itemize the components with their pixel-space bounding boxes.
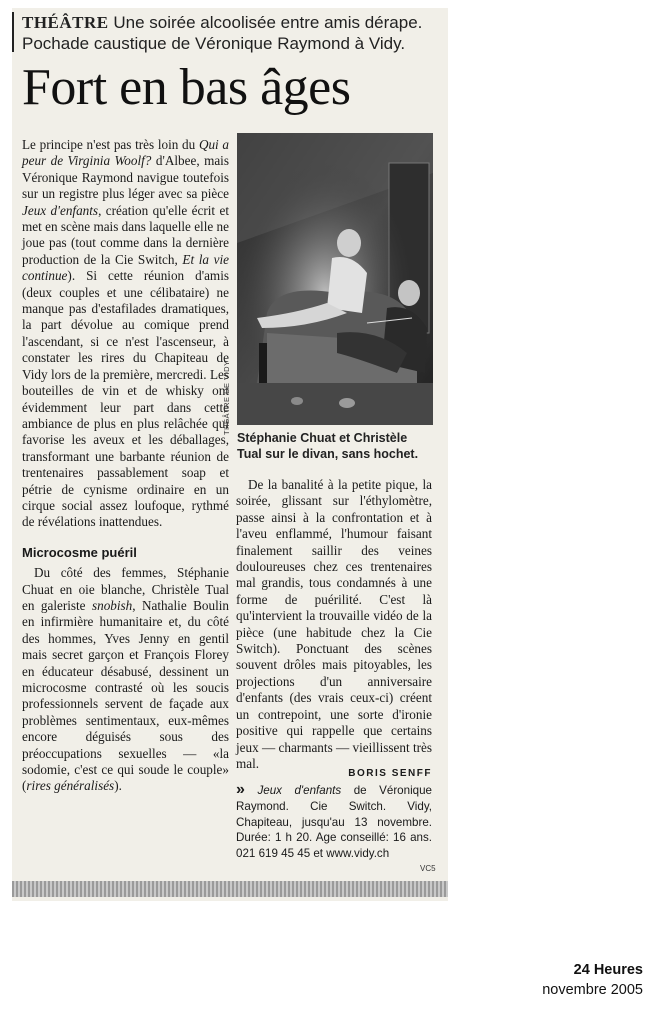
title-et-la-vie-continue: Et la vie continue: [22, 251, 229, 284]
publication-name: 24 Heures: [573, 962, 643, 978]
subhead: Microcosme puéril: [22, 544, 137, 560]
info-box: [236, 783, 432, 862]
photo-credit: THÉÂTRE DE VIDY: [222, 360, 231, 435]
source-note: [542, 960, 643, 1000]
section-label: THÉÂTRE: [22, 13, 109, 32]
headline: Fort en bas âges: [22, 59, 351, 116]
kicker-line2: Pochade caustique de Véronique Raymond à Vidy.: [22, 34, 406, 53]
title-virginia-woolf: Qui a peur de Virginia Woolf?: [22, 137, 230, 169]
kicker-line1: Une soirée alcoolisée entre amis dérape.: [108, 13, 423, 32]
info-title: Jeux d'enfants: [257, 784, 342, 797]
kicker-rule: [12, 12, 14, 52]
scan-edge: [12, 881, 448, 897]
page-marker: VC5: [420, 864, 436, 873]
author-byline: BORIS SENFF: [348, 768, 432, 779]
article-column-left: [22, 137, 229, 795]
publication-date: novembre 2005: [542, 982, 643, 998]
paragraph-intro: Le principe n'est pas très loin du Qui a peur de Virginia Woolf? d'Albee, mais Véronique Raymond navigue toutefois sur un registre plus léger avec sa pièce Jeux d'enfants, création qu'elle écrit et met en scène mais dans laquelle elle ne joue pas (tout comme dans la dernière production de la Cie Switch, Et la vie continue). Si cette réunion d'amis (deux couples et une célibataire) ne manque pas d'estafilades dramatiques, la part dévolue au comique prend l'ascendant, si ce n'est l'ascenseur, à constater les rires du Chapiteau de Vidy lors de la première, mercredi. Les bouteilles de vin et de whisky ont évidemment leur part dans cette ambiance de plus en plus relâchée qui favorise les aveux et les déballages, transformant une barbante réunion de trentenaires passablement soap et pétrie de cynisme ordinaire en un cirque social assez loufoque, rythmé de révélations inattendues.: [22, 137, 230, 530]
kicker: [22, 12, 442, 54]
chevron-icon: »: [236, 781, 245, 798]
production-photo: [237, 133, 433, 425]
title-jeux-enfants: Jeux d'enfants: [22, 202, 99, 218]
article-column-right: [236, 477, 432, 772]
photo-caption: Stéphanie Chuat et Christèle Tual sur le divan, sans hochet.: [237, 431, 419, 461]
paragraph-conclusion: De la banalité à la petite pique, la soirée, glissant sur l'éthylomètre, passe ainsi à la confrontation et à l'aveu enflammé, l'humour faisant finalement saillir des veines douloureuses chez ces trentenaires mal grandis, tous condamnés à une forme de puérilité. C'est là qu'intervient la trouvaille vidéo de la pièce (une habitude chez la Cie Switch). Ponctuant des scènes souvent drôles mais pitoyables, les projections d'un anniversaire d'enfants (des vrais ceux-ci) créent un contrepoint, une sorte d'ironie positive qui rappelle que certains jeux — charmants — vieillissent très mal.: [236, 477, 432, 771]
info-text: de Véronique Raymond. Cie Switch. Vidy, Chapiteau, jusqu'au 13 novembre. Durée: 1 h 20. Age conseillé: 16 ans. 021 619 45 45 et www.vidy.ch: [236, 784, 432, 861]
paragraph-cast: Du côté des femmes, Stéphanie Chuat en oie blanche, Christèle Tual en galeriste snobish, Nathalie Boulin en infirmière humanitaire et, du côté des hommes, Yves Jenny en gentil mais secret garçon et François Florey en éducateur désabusé, dessinent un microcosme contrasté où les soucis professionnels servent de façade aux problèmes sentimentaux, eux-mêmes encore déguisés sous des préoccupations sexuelles — «la sodomie, c'est ce qui soude le couple» (rires généralisés).: [22, 565, 229, 794]
